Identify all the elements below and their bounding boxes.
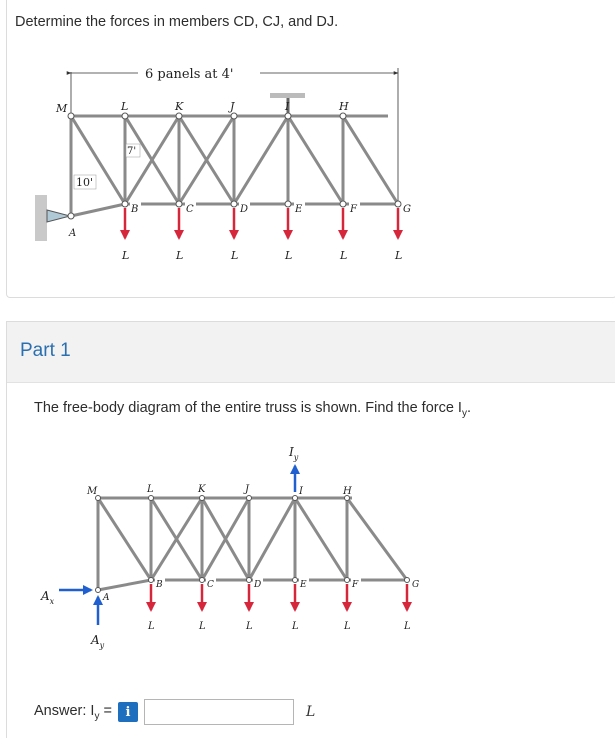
panel-height-label: 7' xyxy=(127,146,137,157)
part-title: Part 1 xyxy=(20,340,71,361)
node-label-d: D xyxy=(240,204,249,215)
node-label-j: J xyxy=(245,484,250,495)
node-label-k: K xyxy=(198,484,206,495)
node-label-g: G xyxy=(403,204,411,215)
node-label-b: B xyxy=(156,580,163,590)
ceiling-support xyxy=(270,93,305,98)
node-label-b: B xyxy=(131,204,139,215)
node-label-a: A xyxy=(69,228,77,239)
load-label: L xyxy=(292,621,299,632)
node-label-h: H xyxy=(343,486,352,497)
node-label-e: E xyxy=(300,580,307,590)
load-label: L xyxy=(148,621,155,632)
info-icon[interactable]: i xyxy=(118,702,138,722)
node-label-e: E xyxy=(295,204,303,215)
answer-row xyxy=(34,697,315,727)
load-label: L xyxy=(404,621,411,632)
part-card xyxy=(6,321,615,738)
answer-input[interactable] xyxy=(144,699,294,725)
wall-support xyxy=(35,195,47,241)
node-label-d: D xyxy=(254,580,262,590)
node-label-l: L xyxy=(121,100,129,113)
force-ay-label: $A_y$ xyxy=(91,633,105,650)
load-label: L xyxy=(340,249,348,262)
part-prompt: The free-body diagram of the entire truss is shown. Find the force $I_y$. xyxy=(34,400,471,419)
load-label: L xyxy=(246,621,253,632)
load-label: L xyxy=(122,249,130,262)
load-label: L xyxy=(285,249,293,262)
truss-figure xyxy=(20,50,420,280)
height-label: 10' xyxy=(76,176,94,189)
question-text: Determine the forces in members CD, CJ, and DJ. xyxy=(15,14,339,30)
load-label: L xyxy=(231,249,239,262)
node-label-m: M xyxy=(56,102,68,115)
node-label-m: M xyxy=(87,486,98,497)
node-label-k: K xyxy=(175,100,184,113)
node-label-h: H xyxy=(339,100,349,113)
node-label-l: L xyxy=(147,484,154,495)
load-label: L xyxy=(176,249,184,262)
node-label-c: C xyxy=(186,204,194,215)
unit-label: L xyxy=(305,704,316,720)
part-header xyxy=(7,322,615,383)
load-label: L xyxy=(199,621,206,632)
node-label-j: J xyxy=(230,100,235,113)
load-label: L xyxy=(395,249,403,262)
node-label-c: C xyxy=(207,580,214,590)
node-label-i: I xyxy=(285,100,290,113)
load-label: L xyxy=(344,621,351,632)
node-label-f: F xyxy=(350,204,357,215)
node-label-g: G xyxy=(412,580,420,590)
force-ax-label: $A_x$ xyxy=(41,589,55,606)
free-body-diagram xyxy=(29,442,429,682)
node-label-a: A xyxy=(103,593,110,603)
node-label-f: F xyxy=(352,580,359,590)
answer-label: Answer: $I_y$ = xyxy=(34,702,112,722)
force-iy-label: $I_y$ xyxy=(289,445,299,462)
span-label: 6 panels at 4' xyxy=(145,67,234,82)
node-label-i: I xyxy=(299,486,303,497)
